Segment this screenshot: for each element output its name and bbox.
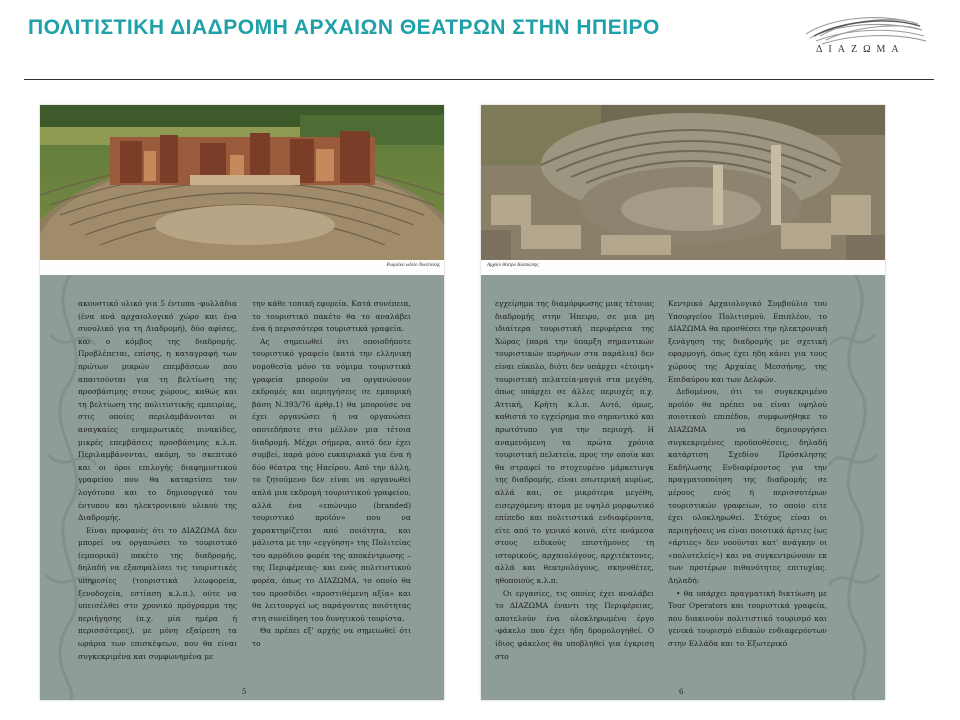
text-panel xyxy=(481,275,885,700)
text-column-1 xyxy=(78,298,237,663)
right-page xyxy=(481,105,885,700)
logo-text: ΔΙΑΖΩΜΑ xyxy=(816,44,905,55)
text-column-2 xyxy=(252,298,411,651)
text-column-1 xyxy=(495,298,654,663)
page-title: ΠΟΛΙΤΙΣΤΙΚΗ ΔΙΑΔΡΟΜΗ ΑΡΧΑΙΩΝ ΘΕΑΤΡΩΝ ΣΤΗΝ ΗΠΕΙΡΟ xyxy=(28,16,660,39)
page-number: 5 xyxy=(242,688,247,696)
theater-photo xyxy=(481,105,885,260)
left-page xyxy=(40,105,444,700)
paragraph: Κεντρικό Αρχαιολογικό Συμβούλιο του Υπουργείου Πολιτισμού. Επιπλέον, το ΔΙΑΖΩΜΑ θα προσθέσει την ηλεκτρονική ξενάγηση της διαδρομής με σχετική εφαρμογή, όπως έχει ήδη κάνει για τους χώρους της Αρχαίας Μεσσήνης, της Επιδαύρου και των Δελφών. xyxy=(668,299,827,384)
paragraph: ακουστικό υλικό για 5 έντυπα -φυλλάδια (ένα ανά αρχαιολογικό χώρο και ένα συνολικό για τη Διαδρομή), δύο αφίσες, και ο κόμβος της διαδρομής. Προβλέπεται, επίσης, η καταγραφή των πρώτων μικρών επεμβάσεων που απαιτούνται για τη βελτίωση της προσβάσιμης στους χώρους, καθώς και τη βελτίωση της πολιτιστικής εμπειρίας, στις οποίες περιλαμβάνονται οι αναγκαίες ενημερωτικές πινακίδες, μικρές επεμβάσεις προσβάσιμης κ.λ.π. Περιλαμβάνονται, ακόμη, το σκεπτικό και οι όροι επιλογής διαφημιστικού γραφείου που θα καταρτίσει τον λογότυπο και το δημιουργικό του έντυπου και ηλεκτρονικού υλικού της Διαδρομής. xyxy=(78,299,237,523)
paragraph: την κάθε τοπική εφορεία. Κατά συνέπεια, το τουριστικό πακέτο θα το αναλάβει ένα ή περισσότερα τουριστικά γραφεία. xyxy=(252,299,411,334)
paragraph: Ας σημειωθεί ότι οποιοδήποτε τουριστικό γραφείο (κατά την ελληνική νομοθεσία μόνο τα νόμιμα τουριστικά γραφεία μπορούν να οργανώνουν εκδρομές και περιηγήσεις σε εμπορική βάση Ν.393/76 άρθρ.1) θα μπορούσε να έχει οργανώσει ή να οργανώσει οποτεδήποτε στο μέλλον μια τέτοια διαδρομή. Μέχρι σήμερα, αυτό δεν έχει συμβεί, παρά μόνο ευκαιριακά για ένα ή δύο θέατρα της Ηπείρου. Από την άλλη, το ζητούμενο δεν είναι να οργανωθεί απλά μια εκδρομή τουριστικού γραφείου, αλλά ένα «επώνυμο (branded) τουριστικό προϊόν» που να χαρακτηρίζεται από ποιότητα, και μάλιστα με την «εγγύηση» της Πολιτείας του αρμόδιου φορέα της αποκέντρωσης –της Περιφέρειας- και ενός πολιτιστικού φορέα, όπως το ΔΙΑΖΩΜΑ, το οποίο θα του προσδίδει «προστιθέμενη αξία» και θα λειτουργεί ως παράγοντας ποιότητας στη συνείδηση του δυνητικού τουρίστα. xyxy=(252,336,411,623)
paragraph: Θα πρέπει εξ' αρχής να σημειωθεί ότι το xyxy=(252,626,411,649)
acanthus-ornament xyxy=(825,275,885,700)
header-divider xyxy=(24,79,934,80)
odeion-photo xyxy=(40,105,444,260)
page-number: 6 xyxy=(679,688,684,696)
paragraph: • θα υπάρχει πραγματική δικτύωση με Tour Operators και τουριστικά γραφεία, που διακινούν πολιτιστικό τουρισμό και γενικά τουρισμό ειδικών ενδιαφερόντων στην Ελλάδα και το Εξωτερικό xyxy=(668,588,827,649)
text-column-2 xyxy=(668,298,827,651)
photo-caption: Αρχαίο θέατρο Κασσώπης xyxy=(487,263,539,268)
paragraph: Οι εργασίες, τις οποίες έχει αναλάβει το ΔΙΑΖΩΜΑ έναντι της Περιφέρειας, αποτελούν ένα ολοκληρωμένο έργο -φάκελο που έχει ήδη δρομολογηθεί. Ο ίδιος φάκελος θα υποβληθεί για έγκριση στο xyxy=(495,588,654,661)
paragraph: Δεδομένου, ότι το συγκεκριμένο προϊόν θα πρέπει να είναι υψηλού ποιοτικού επιπέδου, συμφωνήθηκε το ΔΙΑΖΩΜΑ να δημιουργήσει συγκεκριμένες προϋποθέσεις, δηλαδή κατάρτιση Σχεδίου Πρόσκλησης Εκδήλωσης Ενδιαφέροντος για την πραγματοποίηση της διαδρομής σε μέρους ενός ή περισσοτέρων τουριστικών γραφείων, το οποίο είτε έχει ολοκληρωθεί. Στόχος είναι οι περιηγήσεις να είναι ποιοτικά άρτιες (ως «άρτιες» δεν νοούνται κατ' ανάγκην οι «πολυτελείς») και να συγκεντρώνουν εκ των προτέρων πιθανότητες επιτυχίας. Δηλαδή: xyxy=(668,387,827,586)
paragraph: εγχείρημα της διαμόρφωσης μιας τέτοιας διαδρομής στην Ήπειρο, σε μια μη ιδιαίτερα τουριστική περιφέρεια της Χώρας (παρά την ύπαρξη σημαντικών τουριστικών πυρήνων στα παράλια) δεν είναι εύκολο, διότι δεν υπάρχει «έτοιμη» τουριστική πελατεία-μαγιά στα μεγέθη, όπως υπάρχει σε άλλες περιοχές π.χ. Αττική, Κρήτη κ.λ.π. Αυτό, όμως, καθιστά το εγχείρημα πιο σημαντικό και πρωτότυπο για την περιοχή. Η αναμενόμενη τα πρώτα χρόνια τουριστική πελατεία, προς την οποία και θα στραφεί το στοχευμένο μάρκετινγκ της διαδρομής, είναι εσωτερική κυρίως, αλλά και, σε μικρότερα μεγέθη, εισερχόμενη: άτομα με υψηλό μορφωτικό επίπεδο και πολιτιστικά ενδιαφέροντα, είτε από το γενικό κοινό, είτε ανάμεσα στους ειδικούς επιστήμονες τη ιστορικούς, αρχαιολόγους, αρχιτέκτονες, αλλά και θεατρολόγους, σκηνοθέτες, ηθοποιούς κ.λ.π. xyxy=(495,299,654,586)
photo-caption: Ρωμαϊκό ωδείο Νικόπολης xyxy=(386,263,440,268)
text-panel xyxy=(40,275,444,700)
paragraph: Είναι προφανές ότι το ΔΙΑΖΩΜΑ δεν μπορεί να οργανώσει το τουριστικό (εμπορικό) πακέτο της διαδρομής, δηλαδή να εξασφαλίσει τις τουριστικές υπηρεσίες (τουριστικά λεωφορεία, ξενοδοχεία, εστίαση κ.λ.π.), ούτε να υπεισέλθει στο χρονικό πρόγραμμα της περιήγησης (π.χ. μία ημέρα ή περισσότερες), με μόνη εξαίρεση τα ωράρια των επισκέψεων, που θα είναι συγκεκριμένα και συμφωνημένα με xyxy=(78,525,237,661)
